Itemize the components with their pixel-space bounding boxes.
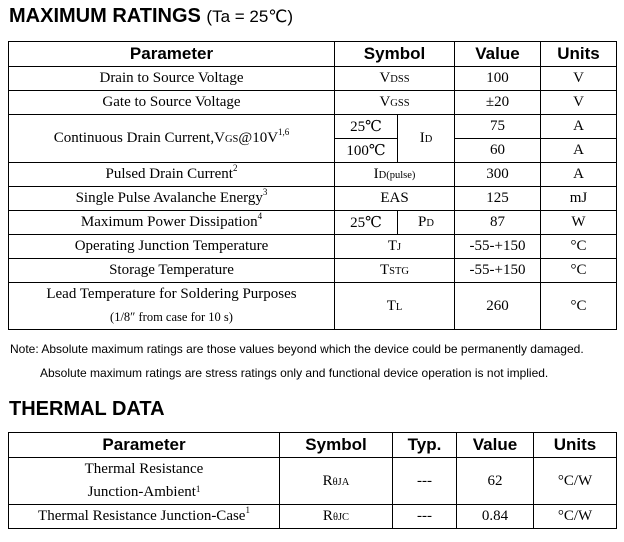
note-line-2: Absolute maximum ratings are stress ratings only and functional device operation is not implied. (40, 366, 549, 380)
symbol-sub: θJC (332, 512, 350, 523)
table-row (9, 259, 617, 283)
unit-cell: °C/W (534, 458, 617, 505)
symbol-cell (335, 91, 455, 115)
symbol-cell (280, 458, 393, 505)
condition-cell: 25℃ (335, 115, 398, 139)
footnote-ref: 1 (245, 505, 250, 515)
table-row (9, 458, 617, 505)
unit-cell: A (541, 115, 617, 139)
value-cell: 60 (455, 139, 541, 163)
symbol-main: I (373, 166, 379, 182)
max-ratings-heading: MAXIMUM RATINGS (9, 5, 201, 27)
table-row (9, 163, 617, 187)
value-cell: 62 (457, 458, 534, 505)
symbol-main: V (379, 94, 391, 110)
symbol-sub: D (424, 134, 433, 145)
param-cell: Storage Temperature (9, 259, 335, 283)
max-ratings-title (9, 5, 293, 28)
param-cell (9, 163, 335, 187)
symbol-sub: D(pulse) (378, 170, 416, 181)
symbol-main: P (418, 214, 427, 230)
unit-cell: W (541, 211, 617, 235)
symbol-main: T (379, 262, 390, 278)
symbol-sub: J (397, 242, 402, 253)
table-row (9, 67, 617, 91)
param-cell (9, 187, 335, 211)
param-cell (9, 283, 335, 330)
param-sub: GS (224, 134, 239, 145)
param-text: Maximum Power Dissipation (80, 214, 258, 230)
footnote-ref: 1,6 (278, 127, 290, 137)
value-cell: -55-+150 (455, 235, 541, 259)
param-cell: Gate to Source Voltage (9, 91, 335, 115)
param-cell: Drain to Source Voltage (9, 67, 335, 91)
param-text: Single Pulse Avalanche Energy (75, 190, 263, 206)
param-line-1: Thermal Resistance (84, 461, 204, 477)
symbol-cell (335, 67, 455, 91)
param-cell (9, 211, 335, 235)
symbol-main: V (379, 70, 391, 86)
symbol-cell: EAS (335, 187, 455, 211)
table-row (9, 91, 617, 115)
table-row (9, 283, 617, 330)
table-row (9, 235, 617, 259)
thermal-table (8, 432, 617, 529)
param-line-2: Junction-Ambient (87, 484, 196, 500)
param-line-2-wrap (9, 481, 279, 504)
symbol-cell (335, 235, 455, 259)
max-ratings-table (8, 41, 617, 330)
param-cell: Operating Junction Temperature (9, 235, 335, 259)
symbol-main: R (322, 508, 333, 524)
symbol-cell (280, 505, 393, 529)
condition-cell: 100℃ (335, 139, 398, 163)
footnote-ref: 2 (232, 163, 238, 173)
symbol-sub: STG (389, 266, 409, 277)
footnote-ref: 3 (262, 187, 268, 197)
value-cell: 260 (455, 283, 541, 330)
note-line-1: Note: Absolute maximum ratings are those values beyond which the device could be permanently damaged. (10, 342, 584, 356)
unit-cell: °C (541, 259, 617, 283)
param-text: Pulsed Drain Current (105, 166, 233, 182)
typ-cell: --- (393, 458, 457, 505)
condition-cell: 25℃ (335, 211, 398, 235)
typ-cell: --- (393, 505, 457, 529)
header-parameter: Parameter (9, 42, 335, 67)
value-cell: -55-+150 (455, 259, 541, 283)
value-cell: 0.84 (457, 505, 534, 529)
symbol-cell (398, 211, 455, 235)
symbol-cell (335, 163, 455, 187)
table-row (9, 187, 617, 211)
symbol-main: R (322, 472, 333, 489)
param-cell (9, 458, 280, 505)
value-cell: 300 (455, 163, 541, 187)
table-row (9, 115, 617, 139)
symbol-cell (335, 283, 455, 330)
footnote-ref: 4 (257, 211, 263, 221)
max-ratings-header-row (9, 42, 617, 67)
header-units: Units (541, 42, 617, 67)
symbol-cell (335, 259, 455, 283)
unit-cell: A (541, 139, 617, 163)
table-row (9, 505, 617, 529)
unit-cell: mJ (541, 187, 617, 211)
header-typ: Typ. (393, 433, 457, 458)
unit-cell: °C (541, 283, 617, 330)
table-row (9, 211, 617, 235)
symbol-main: I (419, 130, 425, 146)
thermal-header-row (9, 433, 617, 458)
value-cell: ±20 (455, 91, 541, 115)
param-text-2: @10V (238, 130, 279, 146)
symbol-sub: GSS (390, 98, 410, 109)
header-value: Value (455, 42, 541, 67)
symbol-main: T (386, 297, 396, 314)
param-text: Continuous Drain Current,V (53, 130, 225, 146)
param-cell (9, 505, 280, 529)
value-cell: 75 (455, 115, 541, 139)
symbol-sub: D (426, 218, 434, 229)
header-units: Units (534, 433, 617, 458)
unit-cell: A (541, 163, 617, 187)
param-line-1: Lead Temperature for Soldering Purposes (46, 286, 297, 302)
max-ratings-condition: (Ta = 25℃) (206, 7, 294, 26)
symbol-sub: θJA (332, 476, 350, 488)
unit-cell: °C (541, 235, 617, 259)
header-symbol: Symbol (280, 433, 393, 458)
value-cell: 87 (455, 211, 541, 235)
symbol-sub: DSS (390, 74, 410, 85)
param-text: Thermal Resistance Junction-Case (38, 508, 246, 524)
header-value: Value (457, 433, 534, 458)
unit-cell: V (541, 67, 617, 91)
symbol-main: T (387, 238, 398, 254)
unit-cell: °C/W (534, 505, 617, 529)
param-cell (9, 115, 335, 163)
param-line-2: (1/8″ from case for 10 s) (110, 310, 233, 324)
value-cell: 125 (455, 187, 541, 211)
value-cell: 100 (455, 67, 541, 91)
symbol-sub: L (395, 301, 403, 313)
header-parameter: Parameter (9, 433, 280, 458)
unit-cell: V (541, 91, 617, 115)
thermal-title: THERMAL DATA (9, 398, 165, 420)
footnote-ref: 1 (195, 484, 201, 494)
header-symbol: Symbol (335, 42, 455, 67)
symbol-cell (398, 115, 455, 163)
